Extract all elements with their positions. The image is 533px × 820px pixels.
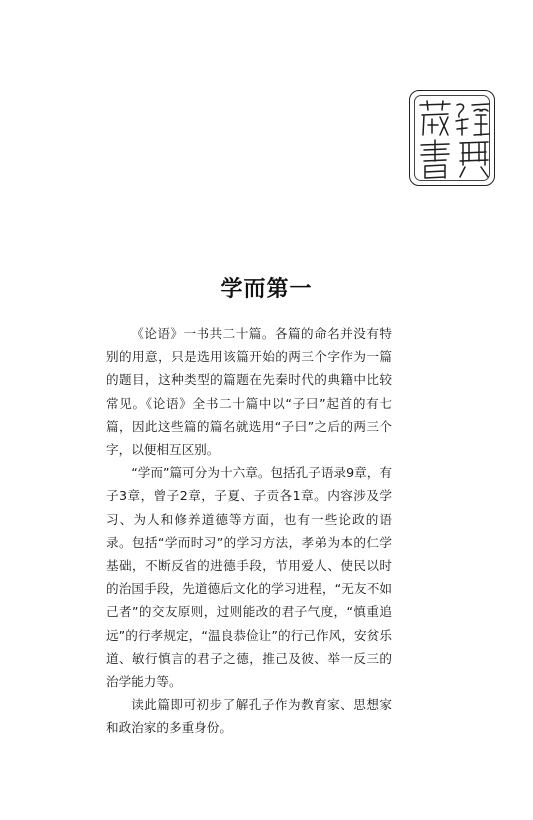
chapter-title: 学而第一: [220, 277, 313, 302]
classic-collection-seal-logo: [409, 90, 495, 186]
paragraph-title-naming: 《论语》一书共二十篇。各篇的命名并没有特别的用意，只是选用该篇开始的两三个字作为一篇的题目，这种类型的篇题在先秦时代的典籍中比较常见。《论语》全书二十篇中以“子曰”起首的有七篇，因此这些篇的篇名就选用“子曰”之后的两三个字，以便相互区别。: [106, 326, 392, 458]
chapter-introduction: [106, 322, 392, 740]
paragraph-reading-purpose: 读此篇即可初步了解孔子作为教育家、思想家和政治家的多重身份。: [106, 697, 392, 736]
paragraph-chapter-contents: “学而”篇可分为十六章。包括孔子语录9章，有子3章，曾子2章，子夏、子贡各1章。内容涉及学习、为人和修养道德等方面，也有一些论政的语录。包括“学而时习”的学习方法，孝弟为本的仁学基础，不断反省的进德手段，节用爱人、使民以时的治国手段，先道德后文化的学习进程，“无友不如己者”的交友原则，过则能改的君子气度，“慎重追远”的行孝规定，“温良恭俭让”的行己作风，安贫乐道、敏行慎言的君子之德，推己及彼、举一反三的治学能力等。: [106, 465, 392, 690]
seal-script-glyphs: [410, 91, 496, 187]
